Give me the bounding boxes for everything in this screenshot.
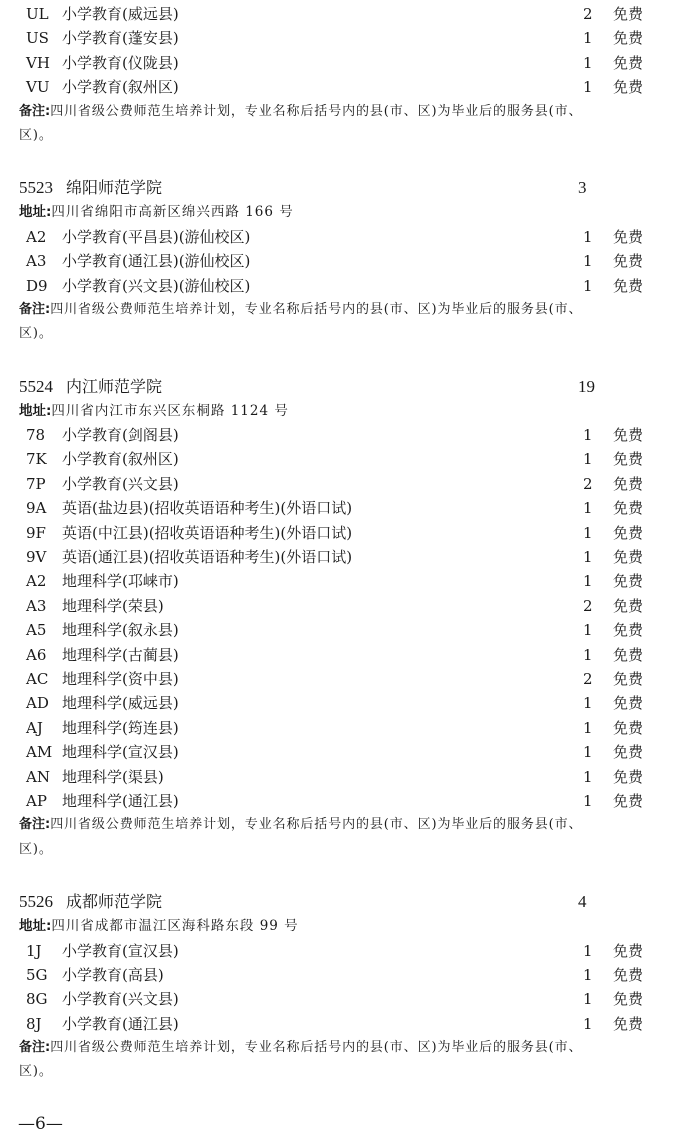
- plan-count: 1: [583, 743, 593, 762]
- note-text: 区)。: [19, 326, 53, 342]
- note-line: [0, 124, 680, 148]
- school-code: 5524: [19, 376, 53, 396]
- table-row: [0, 939, 680, 963]
- table-row: [0, 274, 680, 298]
- note-line: [0, 813, 680, 837]
- major-code: VH: [26, 53, 50, 72]
- table-row: [0, 521, 680, 545]
- major-name: 小学教育(威远县): [62, 5, 179, 23]
- fee-type: 免费: [613, 791, 644, 810]
- major-name: 地理科学(筠连县): [62, 718, 179, 737]
- major-code: 8J: [26, 1014, 42, 1033]
- table-row: [0, 594, 680, 618]
- note-line: [0, 1036, 680, 1060]
- fee-type: 免费: [613, 227, 644, 246]
- major-code: AC: [26, 669, 49, 688]
- plan-count: 1: [583, 941, 593, 960]
- fee-type: 免费: [613, 499, 644, 518]
- note-line: [0, 838, 680, 862]
- fee-type: 免费: [613, 572, 644, 591]
- table-row: [0, 2, 680, 26]
- major-name: 地理科学(威远县): [62, 694, 179, 713]
- fee-type: 免费: [613, 743, 644, 762]
- major-name: 小学教育(平昌县)(游仙校区): [62, 227, 251, 246]
- plan-count: 1: [583, 621, 593, 640]
- plan-count: 1: [583, 767, 593, 786]
- fee-type: 免费: [613, 767, 644, 786]
- address-text: 四川省绵阳市高新区绵兴西路 166 号: [51, 204, 294, 221]
- fee-type: 免费: [613, 621, 644, 640]
- major-code: 7P: [26, 474, 46, 493]
- note-line: [0, 100, 680, 124]
- major-name: 小学教育(通江县)(游仙校区): [62, 252, 251, 271]
- fee-type: 免费: [613, 669, 644, 688]
- school-total: 4: [578, 892, 587, 912]
- note-text: 区)。: [19, 1064, 53, 1080]
- plan-count: 1: [583, 572, 593, 591]
- fee-type: 免费: [613, 276, 644, 295]
- page-number: —6—: [18, 1114, 63, 1134]
- address-label: 地址:: [19, 402, 52, 419]
- major-code: AM: [26, 743, 53, 762]
- major-code: 9A: [26, 499, 47, 518]
- major-code: 78: [26, 426, 46, 445]
- school-total: 3: [578, 178, 587, 198]
- fee-type: 免费: [613, 990, 644, 1009]
- plan-count: 1: [583, 450, 593, 469]
- table-row: [0, 963, 680, 987]
- plan-count: 1: [583, 990, 593, 1009]
- table-row: [0, 740, 680, 764]
- table-row: [0, 447, 680, 471]
- major-name: 小学教育(叙州区): [62, 78, 179, 97]
- table-row: [0, 51, 680, 75]
- major-name: 地理科学(荣县): [62, 596, 164, 615]
- plan-count: 1: [583, 252, 593, 271]
- school-code: 5526: [19, 892, 53, 912]
- plan-count: 1: [583, 276, 593, 295]
- plan-count: 1: [583, 426, 593, 445]
- note-text: 四川省级公费师范生培养计划，专业名称后括号内的县(市、区)为毕业后的服务县(市、: [50, 301, 583, 317]
- plan-count: 2: [583, 669, 593, 688]
- table-row: [0, 423, 680, 447]
- major-name: 小学教育(高县): [62, 965, 164, 984]
- note-text: 四川省级公费师范生培养计划，专业名称后括号内的县(市、区)为毕业后的服务县(市、: [50, 1040, 583, 1056]
- major-code: UL: [26, 5, 49, 23]
- table-row: [0, 225, 680, 249]
- school-heading: [0, 890, 680, 914]
- table-row: [0, 667, 680, 691]
- table-row: [0, 643, 680, 667]
- school-heading: [0, 375, 680, 399]
- note-text: 四川省级公费师范生培养计划，专业名称后括号内的县(市、区)为毕业后的服务县(市、: [50, 103, 583, 119]
- school-name: 内江师范学院: [66, 376, 163, 396]
- address-label: 地址:: [19, 204, 52, 221]
- address-label: 地址:: [19, 918, 52, 935]
- major-name: 小学教育(兴文县): [62, 474, 179, 493]
- note-label: 备注:: [19, 1040, 51, 1056]
- table-row: [0, 716, 680, 740]
- major-code: A2: [26, 227, 47, 246]
- fee-type: 免费: [613, 78, 644, 97]
- plan-count: 1: [583, 791, 593, 810]
- fee-type: 免费: [613, 548, 644, 567]
- major-name: 小学教育(宣汉县): [62, 941, 179, 960]
- major-code: A3: [26, 252, 47, 271]
- note-label: 备注:: [19, 301, 51, 317]
- table-row: [0, 569, 680, 593]
- plan-count: 1: [583, 718, 593, 737]
- major-name: 英语(盐边县)(招收英语语种考生)(外语口试): [62, 499, 353, 518]
- plan-count: 2: [583, 596, 593, 615]
- fee-type: 免费: [613, 1014, 644, 1033]
- table-row: [0, 26, 680, 50]
- major-code: A2: [26, 572, 47, 591]
- note-text: 区)。: [19, 127, 53, 143]
- school-address: [0, 914, 680, 938]
- major-name: 地理科学(邛崃市): [62, 572, 179, 591]
- table-row: [0, 75, 680, 99]
- plan-count: 2: [583, 474, 593, 493]
- plan-count: 2: [583, 5, 593, 23]
- major-name: 小学教育(仪陇县): [62, 53, 179, 72]
- major-code: VU: [26, 78, 50, 97]
- school-address: [0, 200, 680, 224]
- note-label: 备注:: [19, 103, 51, 119]
- plan-count: 1: [583, 965, 593, 984]
- note-text: 区)。: [19, 841, 53, 857]
- major-name: 地理科学(资中县): [62, 669, 179, 688]
- table-row: [0, 987, 680, 1011]
- fee-type: 免费: [613, 450, 644, 469]
- major-code: 9V: [26, 548, 47, 567]
- plan-count: 1: [583, 694, 593, 713]
- plan-count: 1: [583, 29, 593, 48]
- major-code: D9: [26, 276, 48, 295]
- major-name: 小学教育(叙州区): [62, 450, 179, 469]
- plan-count: 1: [583, 227, 593, 246]
- fee-type: 免费: [613, 718, 644, 737]
- school-name: 绵阳师范学院: [66, 178, 163, 198]
- major-name: 小学教育(兴文县)(游仙校区): [62, 276, 251, 295]
- plan-count: 1: [583, 78, 593, 97]
- table-row: [0, 472, 680, 496]
- fee-type: 免费: [613, 29, 644, 48]
- fee-type: 免费: [613, 965, 644, 984]
- school-code: 5523: [19, 178, 53, 198]
- major-code: A5: [26, 621, 47, 640]
- note-label: 备注:: [19, 817, 51, 833]
- major-name: 小学教育(蓬安县): [62, 29, 179, 48]
- major-name: 地理科学(宣汉县): [62, 743, 179, 762]
- school-name: 成都师范学院: [66, 892, 163, 912]
- table-row: [0, 496, 680, 520]
- table-row: [0, 618, 680, 642]
- table-row: [0, 1012, 680, 1036]
- note-text: 四川省级公费师范生培养计划，专业名称后括号内的县(市、区)为毕业后的服务县(市、: [50, 817, 583, 833]
- table-row: [0, 545, 680, 569]
- enrollment-list: [0, 2, 680, 1085]
- major-code: 5G: [26, 965, 48, 984]
- major-code: 8G: [26, 990, 48, 1009]
- school-address: [0, 399, 680, 423]
- major-name: 地理科学(古蔺县): [62, 645, 179, 664]
- table-row: [0, 249, 680, 273]
- table-row: [0, 765, 680, 789]
- major-code: 9F: [26, 523, 46, 542]
- table-row: [0, 691, 680, 715]
- fee-type: 免费: [613, 645, 644, 664]
- major-code: AJ: [26, 718, 43, 737]
- fee-type: 免费: [613, 596, 644, 615]
- major-name: 英语(通江县)(招收英语语种考生)(外语口试): [62, 548, 353, 567]
- section-gap: [0, 862, 680, 890]
- major-name: 小学教育(剑阁县): [62, 426, 179, 445]
- section-gap: [0, 347, 680, 375]
- fee-type: 免费: [613, 426, 644, 445]
- table-row: [0, 789, 680, 813]
- note-line: [0, 298, 680, 322]
- school-total: 19: [578, 376, 595, 396]
- note-line: [0, 1060, 680, 1084]
- fee-type: 免费: [613, 5, 644, 23]
- major-name: 小学教育(通江县): [62, 1014, 179, 1033]
- plan-count: 1: [583, 499, 593, 518]
- fee-type: 免费: [613, 694, 644, 713]
- address-text: 四川省成都市温江区海科路东段 99 号: [51, 918, 299, 935]
- plan-count: 1: [583, 548, 593, 567]
- fee-type: 免费: [613, 53, 644, 72]
- section-gap: [0, 148, 680, 176]
- major-name: 小学教育(兴文县): [62, 990, 179, 1009]
- major-name: 地理科学(叙永县): [62, 621, 179, 640]
- major-code: A6: [26, 645, 47, 664]
- school-heading: [0, 176, 680, 200]
- plan-count: 1: [583, 1014, 593, 1033]
- major-code: AD: [26, 694, 49, 713]
- major-code: 1J: [26, 941, 42, 960]
- note-line: [0, 322, 680, 346]
- plan-count: 1: [583, 523, 593, 542]
- fee-type: 免费: [613, 474, 644, 493]
- fee-type: 免费: [613, 523, 644, 542]
- major-name: 英语(中江县)(招收英语语种考生)(外语口试): [62, 523, 353, 542]
- major-code: AP: [26, 791, 47, 810]
- major-code: 7K: [26, 450, 47, 469]
- plan-count: 1: [583, 645, 593, 664]
- address-text: 四川省内江市东兴区东桐路 1124 号: [51, 402, 289, 419]
- fee-type: 免费: [613, 252, 644, 271]
- major-code: A3: [26, 596, 47, 615]
- fee-type: 免费: [613, 941, 644, 960]
- major-code: AN: [26, 767, 50, 786]
- plan-count: 1: [583, 53, 593, 72]
- major-code: US: [26, 29, 49, 48]
- major-name: 地理科学(渠县): [62, 767, 164, 786]
- major-name: 地理科学(通江县): [62, 791, 179, 810]
